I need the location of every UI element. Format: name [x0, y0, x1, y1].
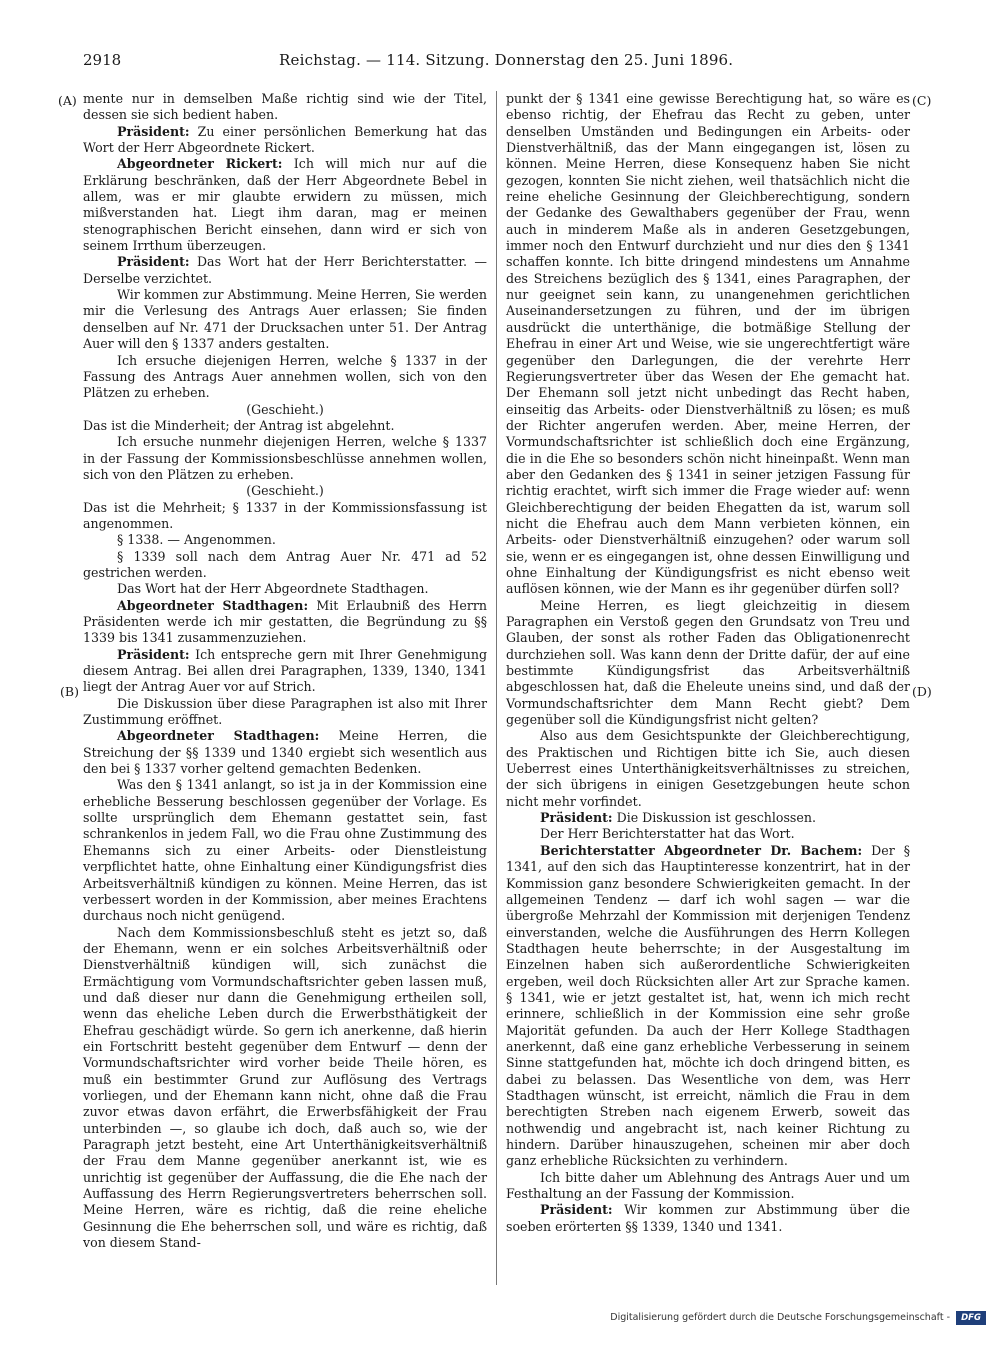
- column-divider: [496, 91, 497, 1285]
- paragraph: § 1339 soll nach dem Antrag Auer Nr. 471 ad 52 gestrichen werden.: [83, 548, 487, 580]
- speech-text: Das Wort hat der Herr Berichterstatter. — Derselbe verzichtet.: [83, 254, 487, 286]
- speech-text: Die Diskussion ist geschlossen.: [612, 810, 816, 826]
- speaker-name: Abgeordneter Stadthagen:: [117, 597, 309, 613]
- paragraph: Nach dem Kommissionsbeschluß steht es jetzt so, daß der Ehemann, wenn er ein solches Arbeitsverhältniß oder Dienstverhältniß kündigen will, sich zunächst die Ermächtigung vom Vormundschaftsrichter geben lassen muß, und daß dieser nur dann die Genehmigung ertheilen soll, wenn das eheliche Leben durch die Erwerbsthätigkeit der Ehefrau geschädigt würde. So gern ich anerkenne, daß hierin ein Fortschritt besteht gegenüber dem Entwurf — denn der Vormundschaftsrichter wird vorher beide Theile hören, es muß ein bestimmter Grund zur Auflösung des Vertrags vorliegen, und der Ehemann kann nicht, ohne daß die Frau zuvor etwas davon erfährt, die Erwerbsfähigkeit der Frau unterbinden —, so glaube ich doch, daß auch so, wie der Paragraph jetzt besteht, eine Art Unterthänigkeitsverhältniß der Frau dem Manne gegenüber anerkannt ist, wie es unrichtig ist gegenüber der Auffassung, die die Ehe nach der Auffassung des Herrn Regierungsvertreters beherrschen soll. Meine Herren, wäre es richtig, daß die reine eheliche Gesinnung die Ehe beherrschen soll, und wäre es richtig, daß von diesem Stand-: [83, 924, 487, 1251]
- speech-paragraph: [506, 843, 910, 1170]
- speech-text: Meine Herren, die Streichung der §§ 1339 und 1340 ergiebt sich wesentlich aus den bei § 1337 vorher geltend gemachten Bedenken.: [83, 728, 487, 777]
- left-text-column: [83, 91, 487, 1251]
- speech-paragraph: [506, 810, 910, 826]
- margin-marker-a: (A): [58, 93, 77, 108]
- speech-paragraph: [83, 124, 487, 157]
- speech-text: Wir kommen zur Abstimmung über die soeben erörterten §§ 1339, 1340 und 1341.: [506, 1202, 910, 1234]
- paragraph: Der Herr Berichterstatter hat das Wort.: [540, 826, 795, 842]
- margin-marker-d: (D): [912, 684, 932, 699]
- speech-paragraph: [506, 1202, 910, 1235]
- speech-paragraph: [83, 598, 487, 647]
- paragraph: Ich ersuche diejenigen Herren, welche § 1337 in der Fassung des Antrags Auer annehmen wollen, sich von den Plätzen zu erheben.: [83, 352, 487, 401]
- stage-direction: (Geschieht.): [246, 401, 324, 417]
- speaker-name: Abgeordneter Stadthagen:: [117, 728, 320, 744]
- speaker-name: Präsident:: [540, 1202, 613, 1218]
- speaker-name: Präsident:: [117, 254, 190, 270]
- paragraph: Das ist die Mehrheit; § 1337 in der Kommissionsfassung ist angenommen.: [83, 499, 487, 531]
- speech-paragraph: [83, 647, 487, 696]
- speech-text: Mit Erlaubniß des Herrn Präsidenten werde ich mir gestatten, die Begründung zu §§ 1339 bis 1341 zusammenzuziehen.: [83, 597, 487, 646]
- speech-text: Ich will mich nur auf die Erklärung beschränken, daß der Herr Abgeordnete Bebel in allem, was er mir glaubte erwidern zu müssen, mich mißverstanden hat. Liegt ihm daran, mag er meinen stenographischen Bericht einsehen, dann wird er sich von seinem Irrthum überzeugen.: [83, 156, 487, 254]
- paragraph: Ich bitte daher um Ablehnung des Antrags Auer und um Festhaltung an der Fassung der Kommission.: [506, 1169, 910, 1202]
- speaker-name: Abgeordneter Rickert:: [117, 156, 283, 172]
- paragraph: Das ist die Minderheit; der Antrag ist abgelehnt.: [83, 417, 395, 433]
- running-title: Reichstag. — 114. Sitzung. Donnerstag den 25. Juni 1896.: [279, 51, 734, 69]
- speech-paragraph: [83, 728, 487, 777]
- footer: [604, 1312, 990, 1326]
- margin-marker-c: (C): [912, 93, 932, 108]
- page-number: 2918: [83, 51, 122, 69]
- speaker-name: Präsident:: [540, 810, 613, 826]
- speech-text: Ich entspreche gern mit Ihrer Genehmigung diesem Antrag. Bei allen drei Paragraphen, 1339, 1340, 1341 liegt der Antrag Auer vor auf Strich.: [83, 646, 487, 695]
- margin-marker-b: (B): [60, 684, 79, 699]
- speaker-name: Präsident:: [117, 123, 190, 139]
- stage-direction: (Geschieht.): [246, 483, 324, 499]
- paragraph: punkt der § 1341 eine gewisse Berechtigung hat, so wäre es ebenso richtig, der Ehefrau das Recht zu geben, unter denselben Umständen und Bedingungen ein Arbeits- oder Dienstverhältniß, das der Mann eingegangen ist, lösen zu können. Meine Herren, diese Konsequenz haben Sie nicht gezogen, konnten Sie nicht ziehen, weil thatsächlich nicht die reine eheliche Gesinnung der Gleichberechtigung, sondern der Gedanke des Gewalthabers gegenüber der Frau, wenn auch in minderem Maße als in anderen Gesetzgebungen, immer noch den Entwurf durchzieht und nur dies den § 1341 schaffen konnte. Ich bitte dringend mindestens um Annahme des Streichens bezüglich des § 1341, eines Paragraphen, der nur geeignet sein kann, zu unangenehmen gerichtlichen Auseinandersetzungen zu führen, und der im übrigen ausdrückt die unterthänige, die botmäßige Stellung der Ehefrau in einer Art und Weise, wie sie ungerechtfertigt wäre gegenüber den Darlegungen, die der verehrte Herr Regierungsvertreter über das Wesen der Ehe gemacht hat. Der Ehemann soll jetzt nicht unbedingt das Recht haben, einseitig das Arbeits- oder Dienstverhältniß zu lösen; es muß der Richter angerufen werden. Aber, meine Herren, der Vormundschaftsrichter ist schließlich doch eine Ergänzung, die in die Ehe so besonders schön nicht hineinpaßt. Wenn man aber den Gedanken des § 1341 in seiner jetzigen Fassung für richtig erachtet, wirft sich immer die Frage wieder auf: wenn Gleichberechtigung der beiden Ehegatten da ist, warum soll nicht die Ehefrau auch dem Mann verbieten können, ein Arbeits- oder Dienstverhältniß einzugehen? oder warum soll sie, wenn er es eingegangen ist, ohne dessen Einwilligung und ohne Einhaltung der Kündigungsfrist es nicht ebenso weit auflösen können, wie der Mann es ihr gegenüber dürfen soll?: [506, 91, 910, 597]
- paragraph: Ich ersuche nunmehr diejenigen Herren, welche § 1337 in der Fassung der Kommissionsbeschlüsse annehmen wollen, sich von den Plätzen zu erheben.: [83, 434, 487, 482]
- page-header: [83, 51, 919, 71]
- dfg-logo: DFG: [956, 1311, 986, 1325]
- paragraph: Also aus dem Gesichtspunkte der Gleichberechtigung, des Praktischen und Richtigen bitte ich Sie, auch diesen Ueberrest eines Unterthänigkeitsverhältnisses zu streichen, der sich übrigens in einigen Gesetzgebungen heute schon nicht mehr vorfindet.: [506, 728, 910, 809]
- speaker-name: Präsident:: [117, 646, 190, 662]
- paragraph: § 1338. — Angenommen.: [117, 532, 276, 548]
- paragraph: Meine Herren, es liegt gleichzeitig in diesem Paragraphen ein Verstoß gegen den Grundsatz von Treu und Glauben, der sonst als rother Faden das Obligationenrecht durchziehen soll. Was kann denn der Dritte dafür, der auf eine bestimmte Kündigungsfrist das Arbeitsverhältniß abgeschlossen hat, daß die Eheleute uneins sind, und daß der Vormundschaftsrichter dem Mann Recht giebt? Dem gegenüber soll die Kündigungsfrist nicht gelten?: [506, 597, 910, 728]
- funding-note: Digitalisierung gefördert durch die Deutsche Forschungsgemeinschaft -: [610, 1312, 950, 1323]
- paragraph: mente nur in demselben Maße richtig sind wie der Titel, dessen sie sich bedient haben.: [83, 91, 487, 123]
- paragraph: Was den § 1341 anlangt, so ist ja in der Kommission eine erhebliche Besserung beschlossen gegenüber der Vorlage. Es sollte ursprünglich dem Ehemann gestattet sein, fast schrankenlos in jedem Fall, wo die Frau ohne Zustimmung des Ehemanns sich zu einer Arbeits- oder Dienstleistung verpflichtet hatte, ohne Einhaltung einer Kündigungsfrist dies Arbeitsverhältniß kündigen zu können. Meine Herren, das ist verbessert worden in der Kommission, aber meines Erachtens durchaus noch nicht genügend.: [83, 777, 487, 924]
- right-text-column: [506, 91, 910, 1235]
- speaker-name: Berichterstatter Abgeordneter Dr. Bachem:: [540, 842, 863, 858]
- paragraph: Die Diskussion über diese Paragraphen ist also mit Ihrer Zustimmung eröffnet.: [83, 695, 487, 728]
- paragraph: Wir kommen zur Abstimmung. Meine Herren, Sie werden mir die Verlesung des Antrags Auer erlassen; Sie finden denselben auf Nr. 471 der Drucksachen unter 51. Der Antrag Auer will den § 1337 anders gestalten.: [83, 287, 487, 352]
- speech-text: Zu einer persönlichen Bemerkung hat das Wort der Herr Abgeordnete Rickert.: [83, 123, 487, 156]
- paragraph: Das Wort hat der Herr Abgeordnete Stadthagen.: [117, 581, 429, 597]
- speech-text: Der § 1341, auf den sich das Hauptinteresse konzentrirt, hat in der Kommission ganz besondere Schwierigkeiten gemacht. In der allgemeinen Tendenz — darf ich wohl sagen — war die übergroße Mehrzahl der Kommission mit derjenigen Tendenz einverstanden, welche die Ausführungen des Herrn Kollegen Stadthagen heute beherrschte; in der Ausgestaltung im Einzelnen haben sich außerordentliche Schwierigkeiten ergeben, weil doch Rücksichten aller Art zur Sprache kamen. § 1341, wie er jetzt gestaltet ist, hat, wenn ich mich recht erinnere, schließlich in der Kommission eine sehr große Majorität gefunden. Da auch der Herr Kollege Stadthagen anerkennt, daß eine ganz erhebliche Verbesserung in seinem Sinne stattgefunden hat, möchte ich doch dringend bitten, es dabei zu belassen. Das Wesentliche von dem, was Herr Stadthagen wünscht, ist erreicht, nämlich die Frau in dem berechtigten Streben nach eigenem Erwerb, soweit das nothwendig und angebracht ist, nach keiner Richtung zu hindern. Darüber hinauszugehen, scheinen mir aber doch ganz erhebliche Rücksichten zu verhindern.: [506, 842, 911, 1169]
- speech-paragraph: [83, 254, 487, 287]
- speech-paragraph: [83, 156, 487, 254]
